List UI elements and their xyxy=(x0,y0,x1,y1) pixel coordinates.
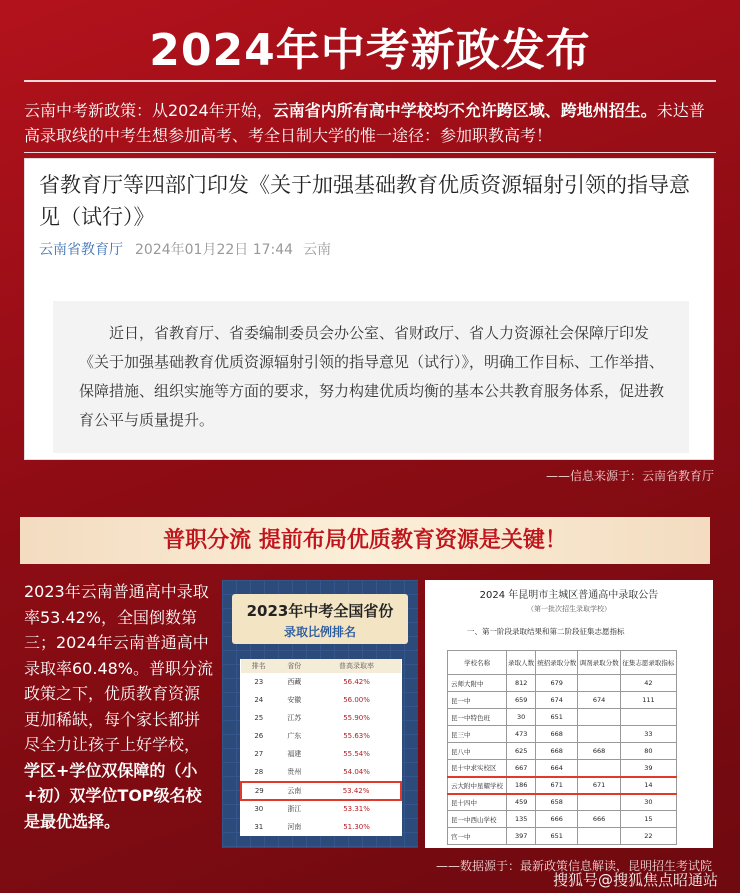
col-header: 录取人数 xyxy=(507,651,536,675)
summary-bold: 学区+学位双保障的（小+初）双学位TOP级名校是最优选择。 xyxy=(24,760,202,831)
table-cell: 668 xyxy=(535,726,577,743)
table-cell: 659 xyxy=(507,692,536,709)
table-cell: 668 xyxy=(535,743,577,760)
summary-plain: 2023年云南普通高中录取率53.42%，全国倒数第三；2024年云南普通高中录取率60.48%。普职分流政策之下，优质教育资源更加稀缺，每个家长都拼尽全力让孩子上好学校， xyxy=(24,582,214,754)
table-cell: 昆三中 xyxy=(448,726,507,743)
intro-text xyxy=(24,98,720,148)
divider xyxy=(24,80,716,82)
table-cell: 397 xyxy=(507,828,536,845)
ranking-table xyxy=(240,659,402,836)
notice-section: 一、第一阶段录取结果和第二阶段征集志愿指标 xyxy=(467,627,625,636)
table-row xyxy=(241,673,401,691)
notice-table xyxy=(447,650,677,845)
ranking-image xyxy=(222,580,418,848)
intro-bold: 云南省内所有高中学校均不允许跨区域、跨地州招生。 xyxy=(272,101,657,120)
table-row xyxy=(448,692,677,709)
table-cell xyxy=(578,709,620,726)
table-cell: 昆十中求实校区 xyxy=(448,760,507,777)
table-cell: 674 xyxy=(578,692,620,709)
table-cell: 25 xyxy=(254,714,264,723)
table-row xyxy=(241,691,401,709)
table-cell: 31 xyxy=(254,822,264,831)
summary-text xyxy=(24,579,214,834)
table-cell: 22 xyxy=(620,828,676,845)
table-cell: 广东 xyxy=(287,732,302,741)
table-row xyxy=(241,709,401,727)
table-cell: 51.30% xyxy=(343,822,370,831)
table-cell xyxy=(578,794,620,811)
table-cell: 473 xyxy=(507,726,536,743)
table-cell: 云师大附中 xyxy=(448,675,507,692)
table-cell: 29 xyxy=(241,782,277,800)
table-cell: 664 xyxy=(535,760,577,777)
table-cell: 625 xyxy=(507,743,536,760)
notice-title: 2024 年昆明市主城区普通高中录取公告 xyxy=(479,590,659,601)
table-cell: 贵州 xyxy=(287,768,302,777)
table-cell xyxy=(620,709,676,726)
table-cell: 24 xyxy=(254,696,264,705)
watermark: 搜狐号@搜狐焦点昭通站 xyxy=(552,871,718,889)
article-source[interactable]: 云南省教育厅 xyxy=(39,242,123,258)
table-cell xyxy=(578,726,620,743)
table-row xyxy=(241,818,401,836)
intro-suffix: 未达普高录取线的中考生想参加高考、考全日制大学的惟一途径：参加职教高考！ xyxy=(24,101,705,145)
table-cell: 30 xyxy=(254,805,264,814)
table-cell: 671 xyxy=(535,777,577,794)
table-cell xyxy=(578,760,620,777)
table-cell: 云南 xyxy=(277,782,313,800)
table-cell: 42 xyxy=(620,675,676,692)
table-cell: 666 xyxy=(578,811,620,828)
ranking-title: 2023年中考全国省份 xyxy=(246,602,394,620)
article-screenshot xyxy=(24,158,714,460)
table-row xyxy=(448,828,677,845)
col-header: 征集志愿录取指标 xyxy=(620,651,676,675)
article-datetime: 2024年01月22日 17:44 xyxy=(135,242,294,258)
table-cell: 昆一中特色班 xyxy=(448,709,507,726)
table-cell: 186 xyxy=(507,777,536,794)
table-row xyxy=(448,777,677,794)
article-location: 云南 xyxy=(303,242,332,258)
table-cell: 674 xyxy=(535,692,577,709)
article-body: 近日，省教育厅、省委编制委员会办公室、省财政厅、省人力资源社会保障厅印发《关于加强基础教育优质资源辐射引领的指导意见（试行）》，明确工作目标、工作举措、保障措施、组织实施等方面的要求，努力构建优质均衡的基本公共教育服务体系，促进教育公平与质量提升。 xyxy=(53,301,689,453)
col-header: 学校名称 xyxy=(448,651,507,675)
table-row xyxy=(448,743,677,760)
table-cell: 26 xyxy=(254,732,264,741)
table-cell: 651 xyxy=(535,709,577,726)
notice-subtitle: （第一批次招生录取学校） xyxy=(527,605,611,613)
table-cell: 昆八中 xyxy=(448,743,507,760)
col-header: 排名 xyxy=(241,659,277,673)
ranking-subtitle: 录取比例排名 xyxy=(283,625,356,639)
table-cell: 昆十四中 xyxy=(448,794,507,811)
table-cell: 23 xyxy=(254,678,264,687)
table-cell: 昆一中西山学校 xyxy=(448,811,507,828)
table-cell: 昆一中 xyxy=(448,692,507,709)
section-banner: 普职分流 提前布局优质教育资源是关键！ xyxy=(20,517,710,564)
table-cell: 668 xyxy=(578,743,620,760)
table-cell: 135 xyxy=(507,811,536,828)
table-cell: 15 xyxy=(620,811,676,828)
table-cell xyxy=(578,675,620,692)
col-header: 调剂录取分数 xyxy=(578,651,620,675)
table-cell: 56.00% xyxy=(343,696,370,705)
table-cell: 28 xyxy=(254,768,264,777)
page-title: 2024年中考新政发布 xyxy=(149,25,591,76)
table-cell: 云大附中星耀学校 xyxy=(448,777,507,794)
table-cell: 官一中 xyxy=(448,828,507,845)
table-row xyxy=(241,782,401,800)
table-cell: 西藏 xyxy=(287,678,302,687)
table-cell: 55.90% xyxy=(343,714,370,723)
table-cell: 江苏 xyxy=(287,714,302,723)
table-cell: 39 xyxy=(620,760,676,777)
table-row xyxy=(241,727,401,745)
table-row xyxy=(448,811,677,828)
table-cell: 80 xyxy=(620,743,676,760)
table-cell: 666 xyxy=(535,811,577,828)
table-cell: 27 xyxy=(254,750,264,759)
table-cell: 651 xyxy=(535,828,577,845)
table-cell: 667 xyxy=(507,760,536,777)
table-cell: 459 xyxy=(507,794,536,811)
intro-prefix: 云南中考新政策：从2024年开始， xyxy=(24,101,273,120)
table-cell: 679 xyxy=(535,675,577,692)
table-row xyxy=(241,800,401,818)
table-row xyxy=(448,760,677,777)
table-row xyxy=(448,726,677,743)
source-note: ——信息来源于：云南省教育厅 xyxy=(545,469,714,483)
table-row xyxy=(448,709,677,726)
table-cell: 54.04% xyxy=(343,768,370,777)
table-cell: 53.31% xyxy=(343,805,370,814)
table-cell: 福建 xyxy=(287,750,302,759)
table-cell: 111 xyxy=(620,692,676,709)
table-row xyxy=(241,764,401,782)
source-note: ——数据源于：最新政策信息解读，昆明招生考试院 xyxy=(435,859,712,873)
table-row xyxy=(241,745,401,763)
table-row xyxy=(448,675,677,692)
table-cell: 671 xyxy=(578,777,620,794)
table-cell: 30 xyxy=(620,794,676,811)
notice-image xyxy=(425,580,713,848)
table-cell xyxy=(578,828,620,845)
col-header: 统招录取分数 xyxy=(535,651,577,675)
article-title: 省教育厅等四部门印发《关于加强基础教育优质资源辐射引领的指导意见（试行）》 xyxy=(39,173,690,229)
col-header: 省份 xyxy=(277,659,313,673)
table-row xyxy=(448,794,677,811)
table-cell: 812 xyxy=(507,675,536,692)
divider xyxy=(24,152,716,153)
table-cell: 55.54% xyxy=(343,750,370,759)
article-meta xyxy=(39,239,341,259)
table-cell: 55.63% xyxy=(343,732,370,741)
table-cell: 56.42% xyxy=(343,678,370,687)
table-cell: 658 xyxy=(535,794,577,811)
table-cell: 30 xyxy=(507,709,536,726)
table-cell: 33 xyxy=(620,726,676,743)
col-header: 普高录取率 xyxy=(312,659,401,673)
ranking-header xyxy=(232,594,408,644)
table-cell: 浙江 xyxy=(287,805,302,814)
table-cell: 14 xyxy=(620,777,676,794)
table-cell: 河南 xyxy=(287,822,302,831)
table-cell: 53.42% xyxy=(312,782,401,800)
table-cell: 安徽 xyxy=(287,696,302,705)
